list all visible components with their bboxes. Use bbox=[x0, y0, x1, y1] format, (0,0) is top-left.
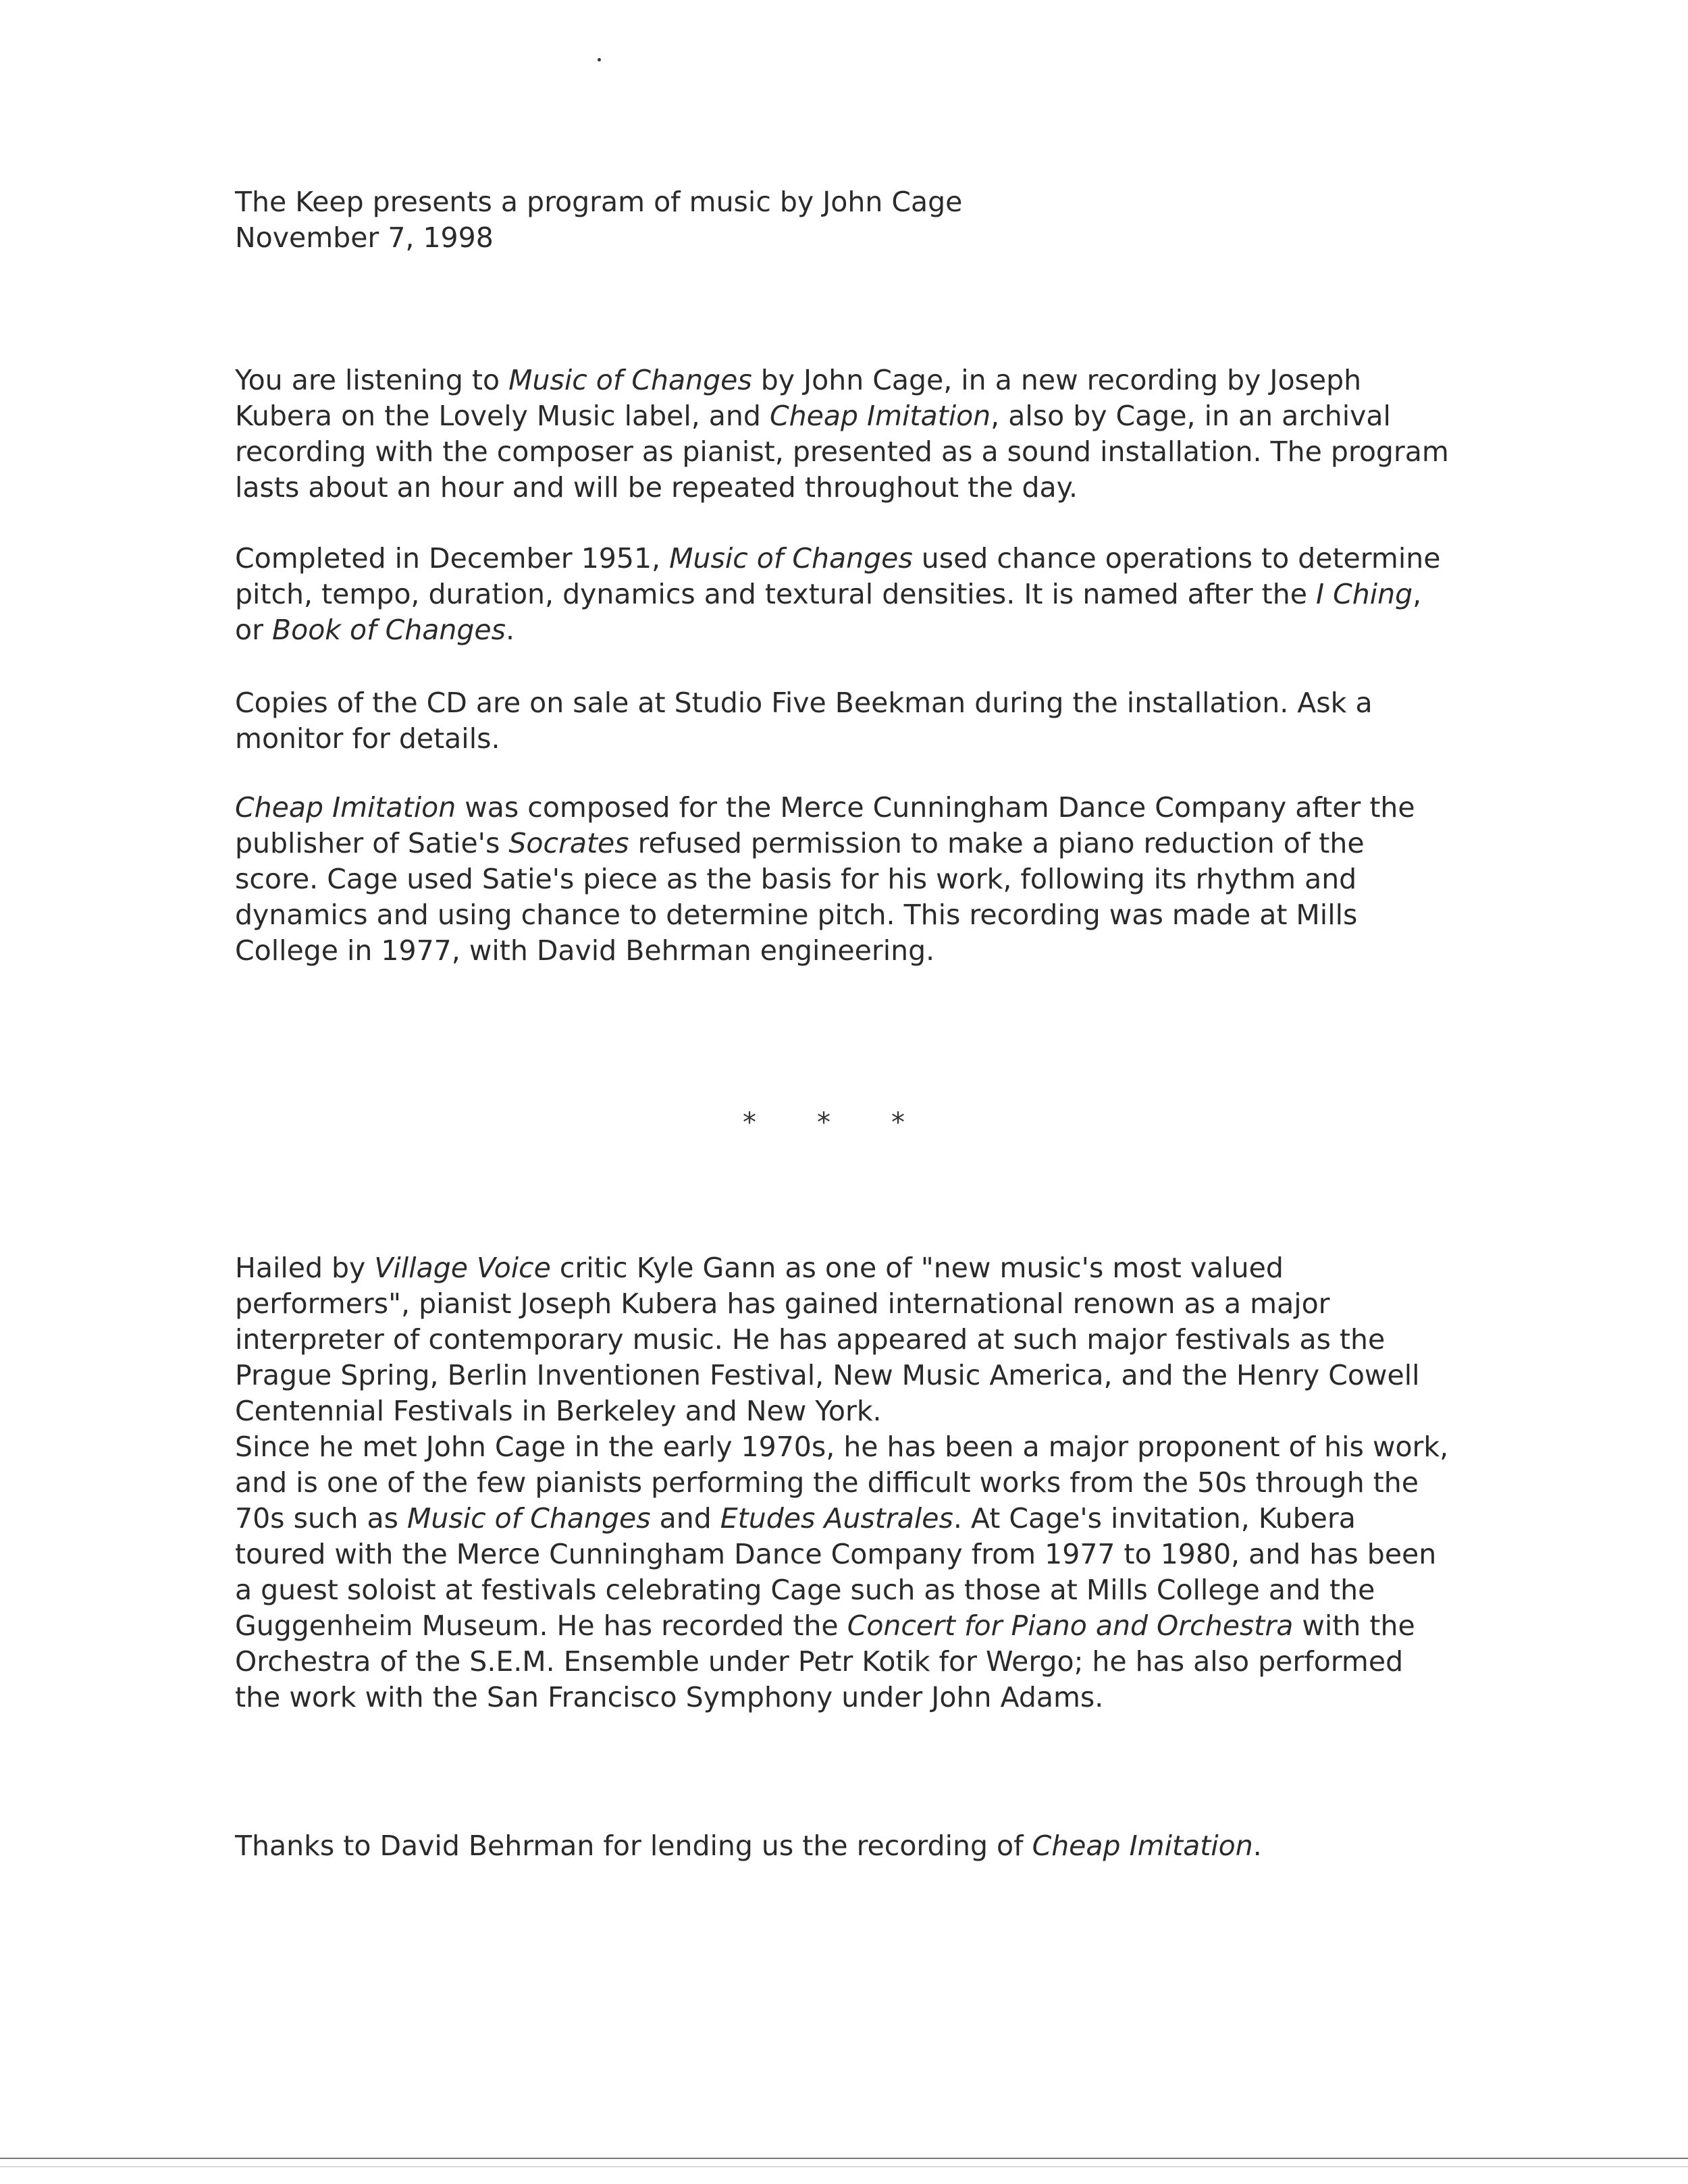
music-of-changes-paragraph bbox=[235, 541, 1450, 648]
asterisk: * bbox=[743, 1107, 756, 1138]
text-run: Completed in December 1951, bbox=[235, 542, 670, 575]
scan-edge-line bbox=[0, 2166, 1688, 2167]
asterisk: * bbox=[891, 1107, 905, 1138]
text-run: . bbox=[505, 614, 515, 646]
title-socrates: Socrates bbox=[508, 827, 629, 859]
title-cheap-imitation: Cheap Imitation bbox=[235, 791, 456, 824]
title-book-of-changes: Book of Changes bbox=[271, 614, 506, 646]
title-concert-for-piano: Concert for Piano and Orchestra bbox=[847, 1609, 1294, 1642]
text-run: with the Orchestra of the S.E.M. Ensemble under Petr Kotik for Wergo; he has also performed the work with the San Francisco Symphony under John Adams. bbox=[235, 1609, 1415, 1713]
text-run: Thanks to David Behrman for lending us the recording of bbox=[235, 1830, 1032, 1862]
cheap-imitation-paragraph bbox=[235, 790, 1450, 969]
text-run: , or bbox=[235, 578, 1422, 646]
heading-date: November 7, 1998 bbox=[235, 221, 494, 254]
text-run: by John Cage, in a new recording by Joseph Kubera on the Lovely Music label, and bbox=[235, 364, 1362, 432]
cd-sale-paragraph bbox=[235, 685, 1450, 757]
title-music-of-changes: Music of Changes bbox=[407, 1502, 651, 1535]
text-run: . bbox=[1252, 1830, 1262, 1862]
title-music-of-changes: Music of Changes bbox=[508, 364, 752, 396]
text-run: and bbox=[650, 1502, 720, 1535]
title-village-voice: Village Voice bbox=[374, 1252, 551, 1284]
heading-title: The Keep presents a program of music by John Cage bbox=[235, 186, 963, 218]
text-run: Hailed by bbox=[235, 1252, 375, 1284]
scan-edge-line bbox=[0, 2158, 1688, 2159]
title-music-of-changes: Music of Changes bbox=[669, 542, 913, 575]
text-run: was composed for the Merce Cunningham Dance Company after the publisher of Satie's bbox=[235, 791, 1415, 859]
performer-bio bbox=[235, 1250, 1450, 1715]
asterisk: * bbox=[817, 1107, 830, 1138]
text-run: . At Cage's invitation, Kubera toured with the Merce Cunningham Dance Company from 1977 to 1980, and has been a guest soloist at festivals celebrating Cage such as those at Mills College and the Guggenheim Museum. He has recorded the bbox=[235, 1502, 1437, 1642]
intro-paragraph bbox=[235, 363, 1450, 506]
scan-speck bbox=[598, 58, 601, 61]
title-etudes-australes: Etudes Australes bbox=[720, 1502, 953, 1535]
cd-sale-text: Copies of the CD are on sale at Studio Five Beekman during the installation. Ask a monitor for details. bbox=[235, 687, 1373, 755]
text-run: used chance operations to determine pitch, tempo, duration, dynamics and textural densities. It is named after the bbox=[235, 542, 1441, 610]
title-i-ching: I Ching bbox=[1316, 578, 1413, 610]
thanks-line bbox=[235, 1828, 1450, 1864]
text-run: refused permission to make a piano reduction of the score. Cage used Satie's piece as the basis for his work, following its rhythm and dynamics and using chance to determine pitch. This recording was made at Mills College in 1977, with David Behrman engineering. bbox=[235, 827, 1365, 967]
text-run: , also by Cage, in an archival recording with the composer as pianist, presented as a sound installation. The program lasts about an hour and will be repeated throughout the day. bbox=[235, 400, 1449, 504]
text-run: Since he met John Cage in the early 1970s, he has been a major proponent of his work, and is one of the few pianists performing the difficult works from the 50s through the 70s such as bbox=[235, 1431, 1449, 1535]
section-separator bbox=[743, 1107, 905, 1138]
title-cheap-imitation: Cheap Imitation bbox=[769, 400, 991, 432]
text-run: critic Kyle Gann as one of "new music's most valued performers", pianist Joseph Kubera has gained international renown as a major interpreter of contemporary music. He has appeared at such major festivals as the Prague Spring, Berlin Inventionen Festival, New Music America, and the Henry Cowell Centennial Festivals in Berkeley and New York. bbox=[235, 1252, 1420, 1427]
text-run: You are listening to bbox=[235, 364, 509, 396]
title-cheap-imitation: Cheap Imitation bbox=[1032, 1830, 1253, 1862]
program-heading bbox=[235, 184, 1450, 256]
